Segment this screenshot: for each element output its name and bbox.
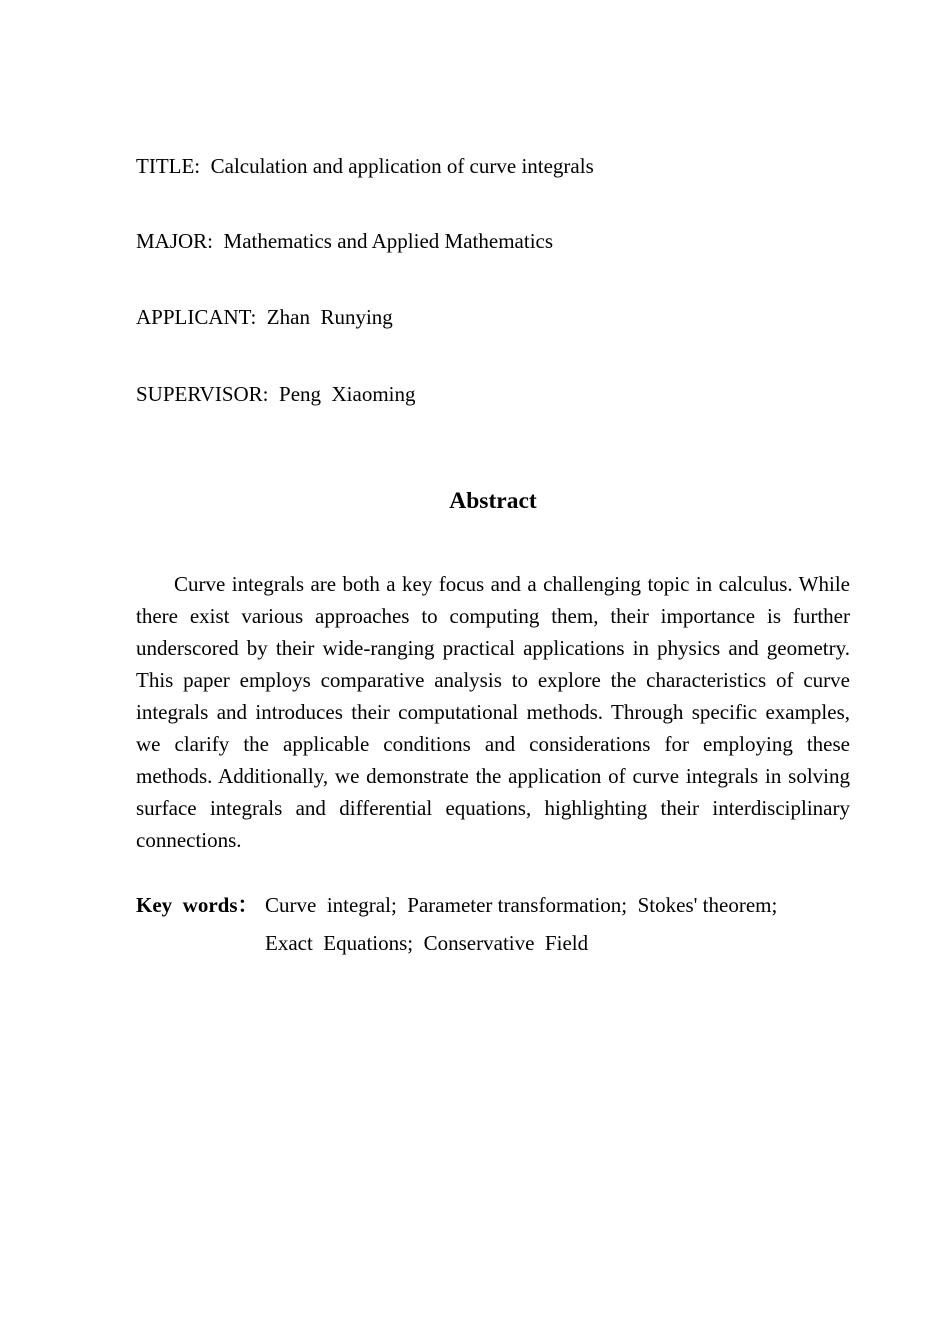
keywords-line-1: Curve integral; Parameter transformation; Stokes' theorem; [265,893,778,917]
thesis-title: TITLE: Calculation and application of curve integrals [136,154,594,178]
thesis-supervisor: SUPERVISOR: Peng Xiaoming [136,382,416,406]
abstract-heading: Abstract [449,488,537,514]
keywords-list [265,886,850,962]
thesis-major: MAJOR: Mathematics and Applied Mathematics [136,229,554,253]
keywords-label: Key words： [136,893,259,917]
keywords-line-2: Exact Equations; Conservative Field [265,931,589,955]
thesis-applicant: APPLICANT: Zhan Runying [136,305,393,329]
abstract-body: Curve integrals are both a key focus and a challenging topic in calculus. While there exist various approaches to computing them, their importance is further underscored by their wide-ranging practical applications in physics and geometry. This paper employs comparative analysis to explore the characteristics of curve integrals and introduces their computational methods. Through specific examples, we clarify the applicable conditions and considerations for employing these methods. Additionally, we demonstrate the application of curve integrals in solving surface integrals and differential equations, highlighting their interdisciplinary connections. [136,572,850,852]
